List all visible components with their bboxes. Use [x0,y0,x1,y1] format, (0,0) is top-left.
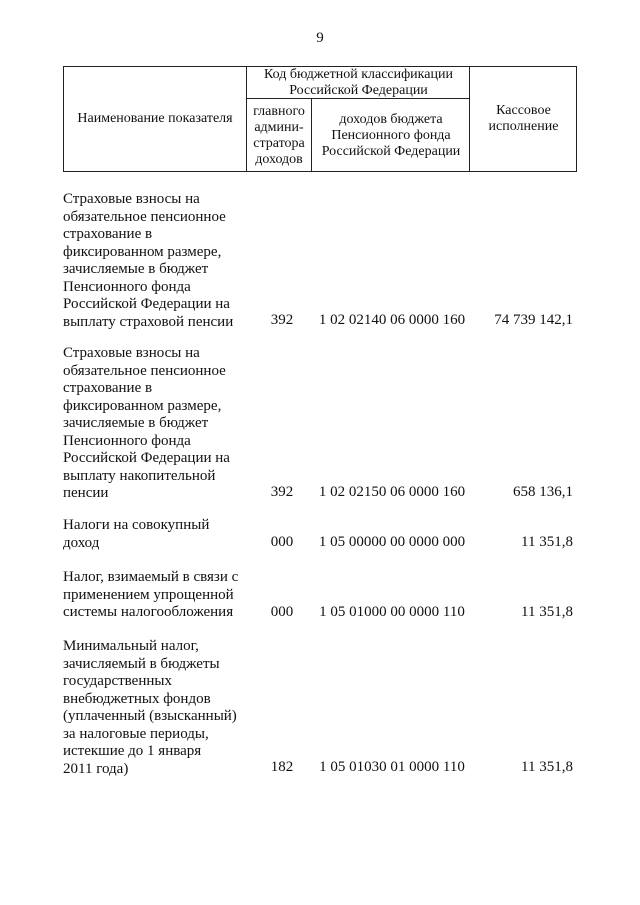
header-admin-column [247,100,311,171]
row-amount: 11 351,8 [521,534,573,550]
header-admin-line: главного [253,103,305,119]
row-name: Минимальный налог, зачисляемый в бюджеты государственных внебюджетных фондов (уплаченный (взысканный) за налоговые периоды, истекшие до 1 января 2011 года) [63,638,237,777]
row-name: Страховые взносы на обязательное пенсионное страхование в фиксированном размере, зачисляемые в бюджет Пенсионного фонда Российской Федерации на выплату страховой пенсии [63,191,234,330]
table-header [63,66,577,172]
header-cash-column [471,67,576,171]
header-revenue-line: доходов бюджета [339,111,443,127]
header-admin-line: стратора [253,135,305,151]
row-amount: 11 351,8 [521,604,573,620]
header-revenue-line: Пенсионного фонда [331,127,451,143]
header-cash-line: Кассовое [496,103,551,118]
row-budget-code: 1 05 01000 00 0000 110 [319,604,465,620]
row-name: Страховые взносы на обязательное пенсионное страхование в фиксированном размере, зачисляемые в бюджет Пенсионного фонда Российской Федерации на выплату накопительной пенсии [63,345,230,501]
row-admin-code: 000 [270,604,294,620]
row-name: Налоги на совокупный доход [63,517,210,551]
row-budget-code: 1 02 02150 06 0000 160 [318,484,466,500]
row-amount: 658 136,1 [513,484,573,500]
header-cash-line: исполнение [488,119,559,134]
row-amount: 11 351,8 [521,759,573,775]
row-budget-code: 1 05 00000 00 0000 000 [318,534,466,550]
page-number: 9 [316,30,324,46]
row-amount: 74 739 142,1 [494,312,573,328]
row-admin-code: 182 [270,759,294,775]
header-revenue-column [313,100,469,171]
header-revenue-line: Российской Федерации [321,143,461,159]
row-budget-code: 1 05 01030 01 0000 110 [319,759,465,775]
header-code-group: Код бюджетной классификации Российской Федерации [264,66,453,98]
row-name: Налог, взимаемый в связи с применением упрощенной системы налогообложения [63,569,239,620]
header-name-column: Наименование показателя [77,111,233,126]
row-admin-code: 000 [270,534,294,550]
row-budget-code: 1 02 02140 06 0000 160 [318,312,466,328]
header-admin-line: доходов [255,151,303,167]
row-admin-code: 392 [270,312,294,328]
row-admin-code: 392 [270,484,294,500]
header-admin-line: админи- [254,119,304,135]
